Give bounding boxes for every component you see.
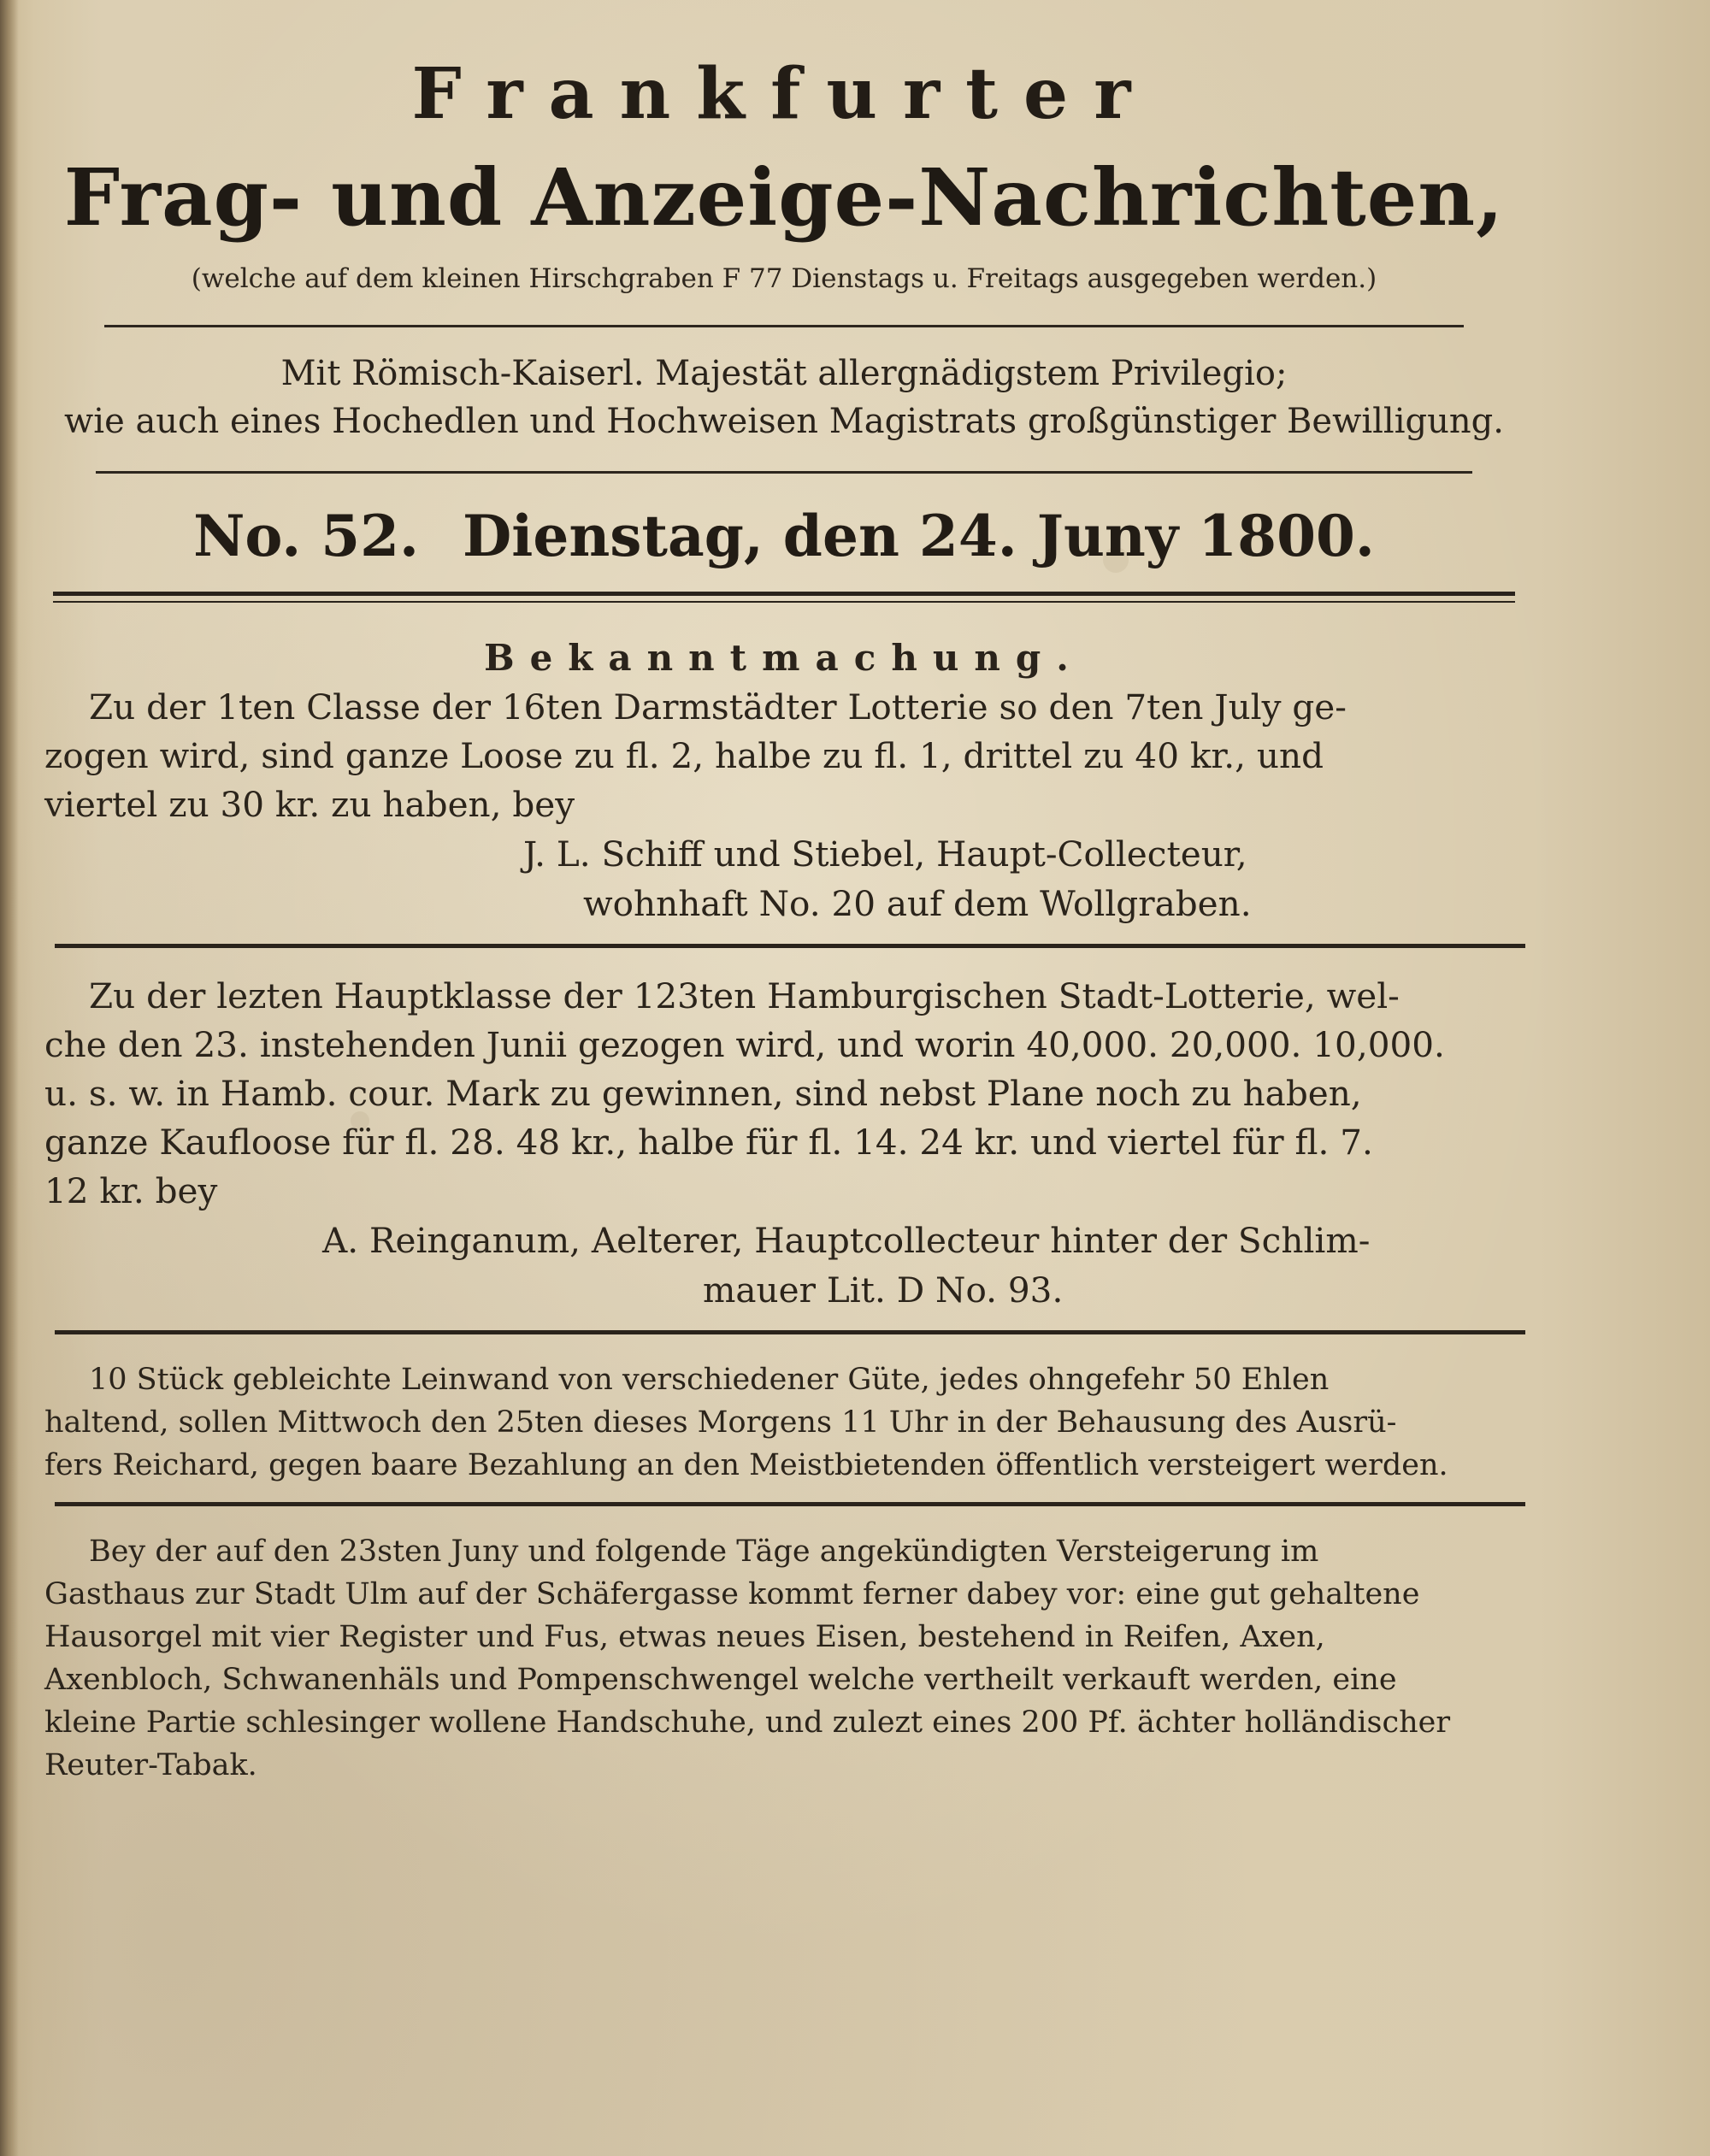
section-divider (55, 1330, 1525, 1334)
notice-line: fers Reichard, gegen baare Bezahlung an den Meistbietenden öffentlich versteigert werden. (44, 1448, 1448, 1482)
notice-line: ganze Kaufloose für fl. 28. 48 kr., halbe für fl. 14. 24 kr. und viertel für fl. 7. (44, 1122, 1373, 1163)
notice-line: 10 Stück gebleichte Leinwand von verschiedener Güte, jedes ohngefehr 50 Ehlen (89, 1363, 1330, 1397)
privilege-line-1: Mit Römisch-Kaiserl. Majestät allergnädigstem Privilegio; (280, 354, 1288, 393)
notice-signature: wohnhaft No. 20 auf dem Wollgraben. (583, 883, 1252, 924)
notice-line: Gasthaus zur Stadt Ulm auf der Schäfergasse kommt ferner dabey vor: eine gut gehaltene (44, 1577, 1420, 1611)
divider (96, 471, 1472, 474)
divider (104, 325, 1464, 327)
binding-gutter (0, 0, 19, 2156)
section-divider (55, 944, 1525, 948)
notice-4 (44, 1530, 1524, 1787)
notice-line: Zu der lezten Hauptklasse der 123ten Hamburgischen Stadt-Lotterie, wel- (89, 975, 1400, 1016)
notice-line: Axenbloch, Schwanenhäls und Pompenschwengel welche vertheilt verkauft werden, eine (44, 1663, 1397, 1697)
notice-signature: A. Reinganum, Aelterer, Hauptcollecteur hinter der Schlim- (322, 1220, 1371, 1261)
section-divider (55, 1502, 1525, 1506)
issue-number: No. 52. (193, 503, 420, 569)
masthead-subtitle: (welche auf dem kleinen Hirschgraben F 77 Dienstags u. Freitags ausgegeben werden.) (191, 263, 1377, 294)
page-content (44, 51, 1524, 1787)
issue-date: Dienstag, den 24. Juny 1800. (463, 503, 1375, 569)
notice-line: Reuter-Tabak. (44, 1748, 257, 1782)
privilege-line-2: wie auch eines Hochedlen und Hochweisen Magistrats großgünstiger Bewilligung. (64, 402, 1504, 441)
notice-1 (44, 683, 1524, 928)
notice-2 (44, 972, 1524, 1315)
notice-heading: Bekanntmachung. (484, 637, 1084, 679)
notice-line: haltend, sollen Mittwoch den 25ten dieses Morgens 11 Uhr in der Behausung des Ausrü- (44, 1405, 1397, 1440)
masthead-title: Frag- und Anzeige-Nachrichten, (63, 151, 1505, 244)
double-divider (53, 592, 1515, 603)
notice-line: Zu der 1ten Classe der 16ten Darmstädter Lotterie so den 7ten July ge- (89, 686, 1347, 728)
notice-line: che den 23. instehenden Junii gezogen wird, und worin 40,000. 20,000. 10,000. (44, 1024, 1445, 1065)
notice-signature: mauer Lit. D No. 93. (703, 1269, 1064, 1311)
masthead-city: Frankfurter (411, 53, 1157, 135)
notice-line: kleine Partie schlesinger wollene Handschuhe, und zulezt eines 200 Pf. ächter holländischer (44, 1705, 1451, 1740)
issue-dateline (44, 498, 1524, 574)
notice-line: Bey der auf den 23sten Juny und folgende Täge angekündigten Versteigerung im (89, 1535, 1319, 1569)
notice-line: Hausorgel mit vier Register und Fus, etwas neues Eisen, bestehend in Reifen, Axen, (44, 1620, 1325, 1654)
notice-line: u. s. w. in Hamb. cour. Mark zu gewinnen, sind nebst Plane noch zu haben, (44, 1073, 1362, 1114)
notice-line: zogen wird, sind ganze Loose zu fl. 2, halbe zu fl. 1, drittel zu 40 kr., und (44, 735, 1324, 776)
notice-line: 12 kr. bey (44, 1170, 218, 1211)
notice-line: viertel zu 30 kr. zu haben, bey (44, 784, 575, 825)
notice-3 (44, 1358, 1524, 1487)
notice-signature: J. L. Schiff und Stiebel, Haupt-Collecteur, (523, 834, 1247, 875)
